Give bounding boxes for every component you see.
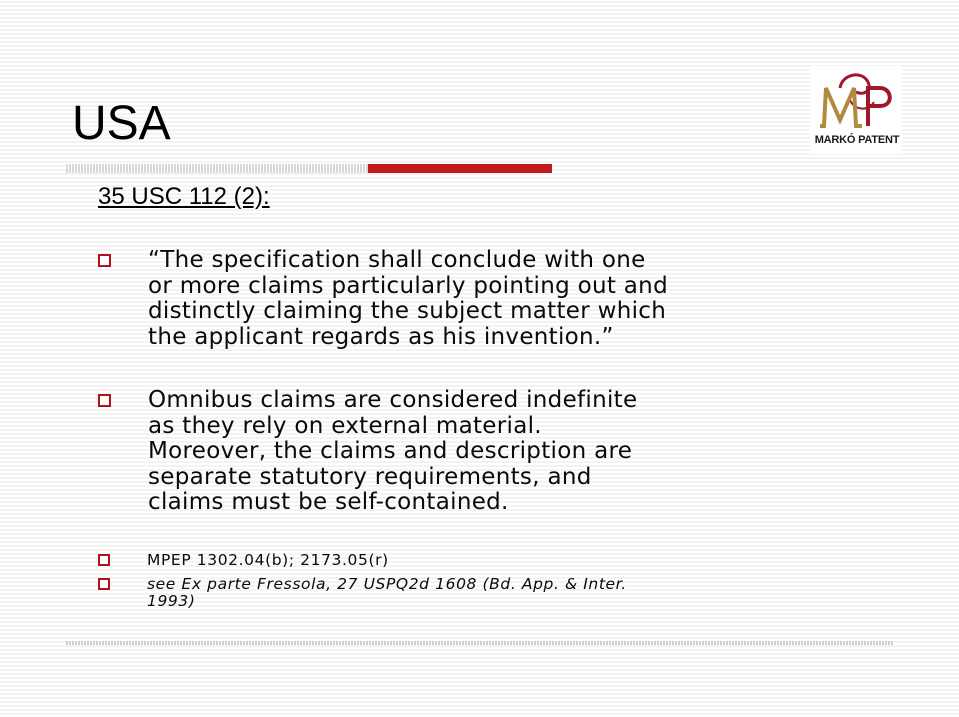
bullet-text: Omnibus claims are considered indefinite as they rely on external material. Moreover, the claims and description are separate statutory requirements, and claims must be self-contained. — [148, 387, 638, 515]
bullet-citation — [98, 576, 627, 610]
bullet-omnibus — [98, 388, 738, 516]
square-bullet-icon — [98, 578, 110, 590]
title-rule-cap — [550, 164, 552, 173]
title-rule — [66, 164, 552, 173]
square-bullet-icon — [98, 254, 111, 267]
bullet-text: “The specification shall conclude with one or more claims particularly pointing out and distinctly claiming the subject matter which the applicant regards as his invention.” — [148, 247, 668, 350]
footer-rule — [66, 641, 894, 645]
bullet-mpep — [98, 552, 389, 569]
bullet-quote — [98, 248, 768, 350]
square-bullet-icon — [98, 554, 110, 566]
mp-monogram-icon — [810, 66, 902, 136]
square-bullet-icon — [98, 394, 111, 407]
slide-title: USA — [72, 97, 171, 150]
bullet-text: see Ex parte Fressola, 27 USPQ2d 1608 (Bd. App. & Inter. 1993) — [147, 575, 627, 610]
bullet-text: MPEP 1302.04(b); 2173.05(r) — [147, 551, 389, 569]
title-rule-accent — [368, 164, 552, 173]
logo-wordmark: MARKÓ PATENT — [814, 134, 900, 146]
slide-subtitle: 35 USC 112 (2): — [98, 183, 270, 210]
marko-patent-logo — [810, 66, 902, 154]
